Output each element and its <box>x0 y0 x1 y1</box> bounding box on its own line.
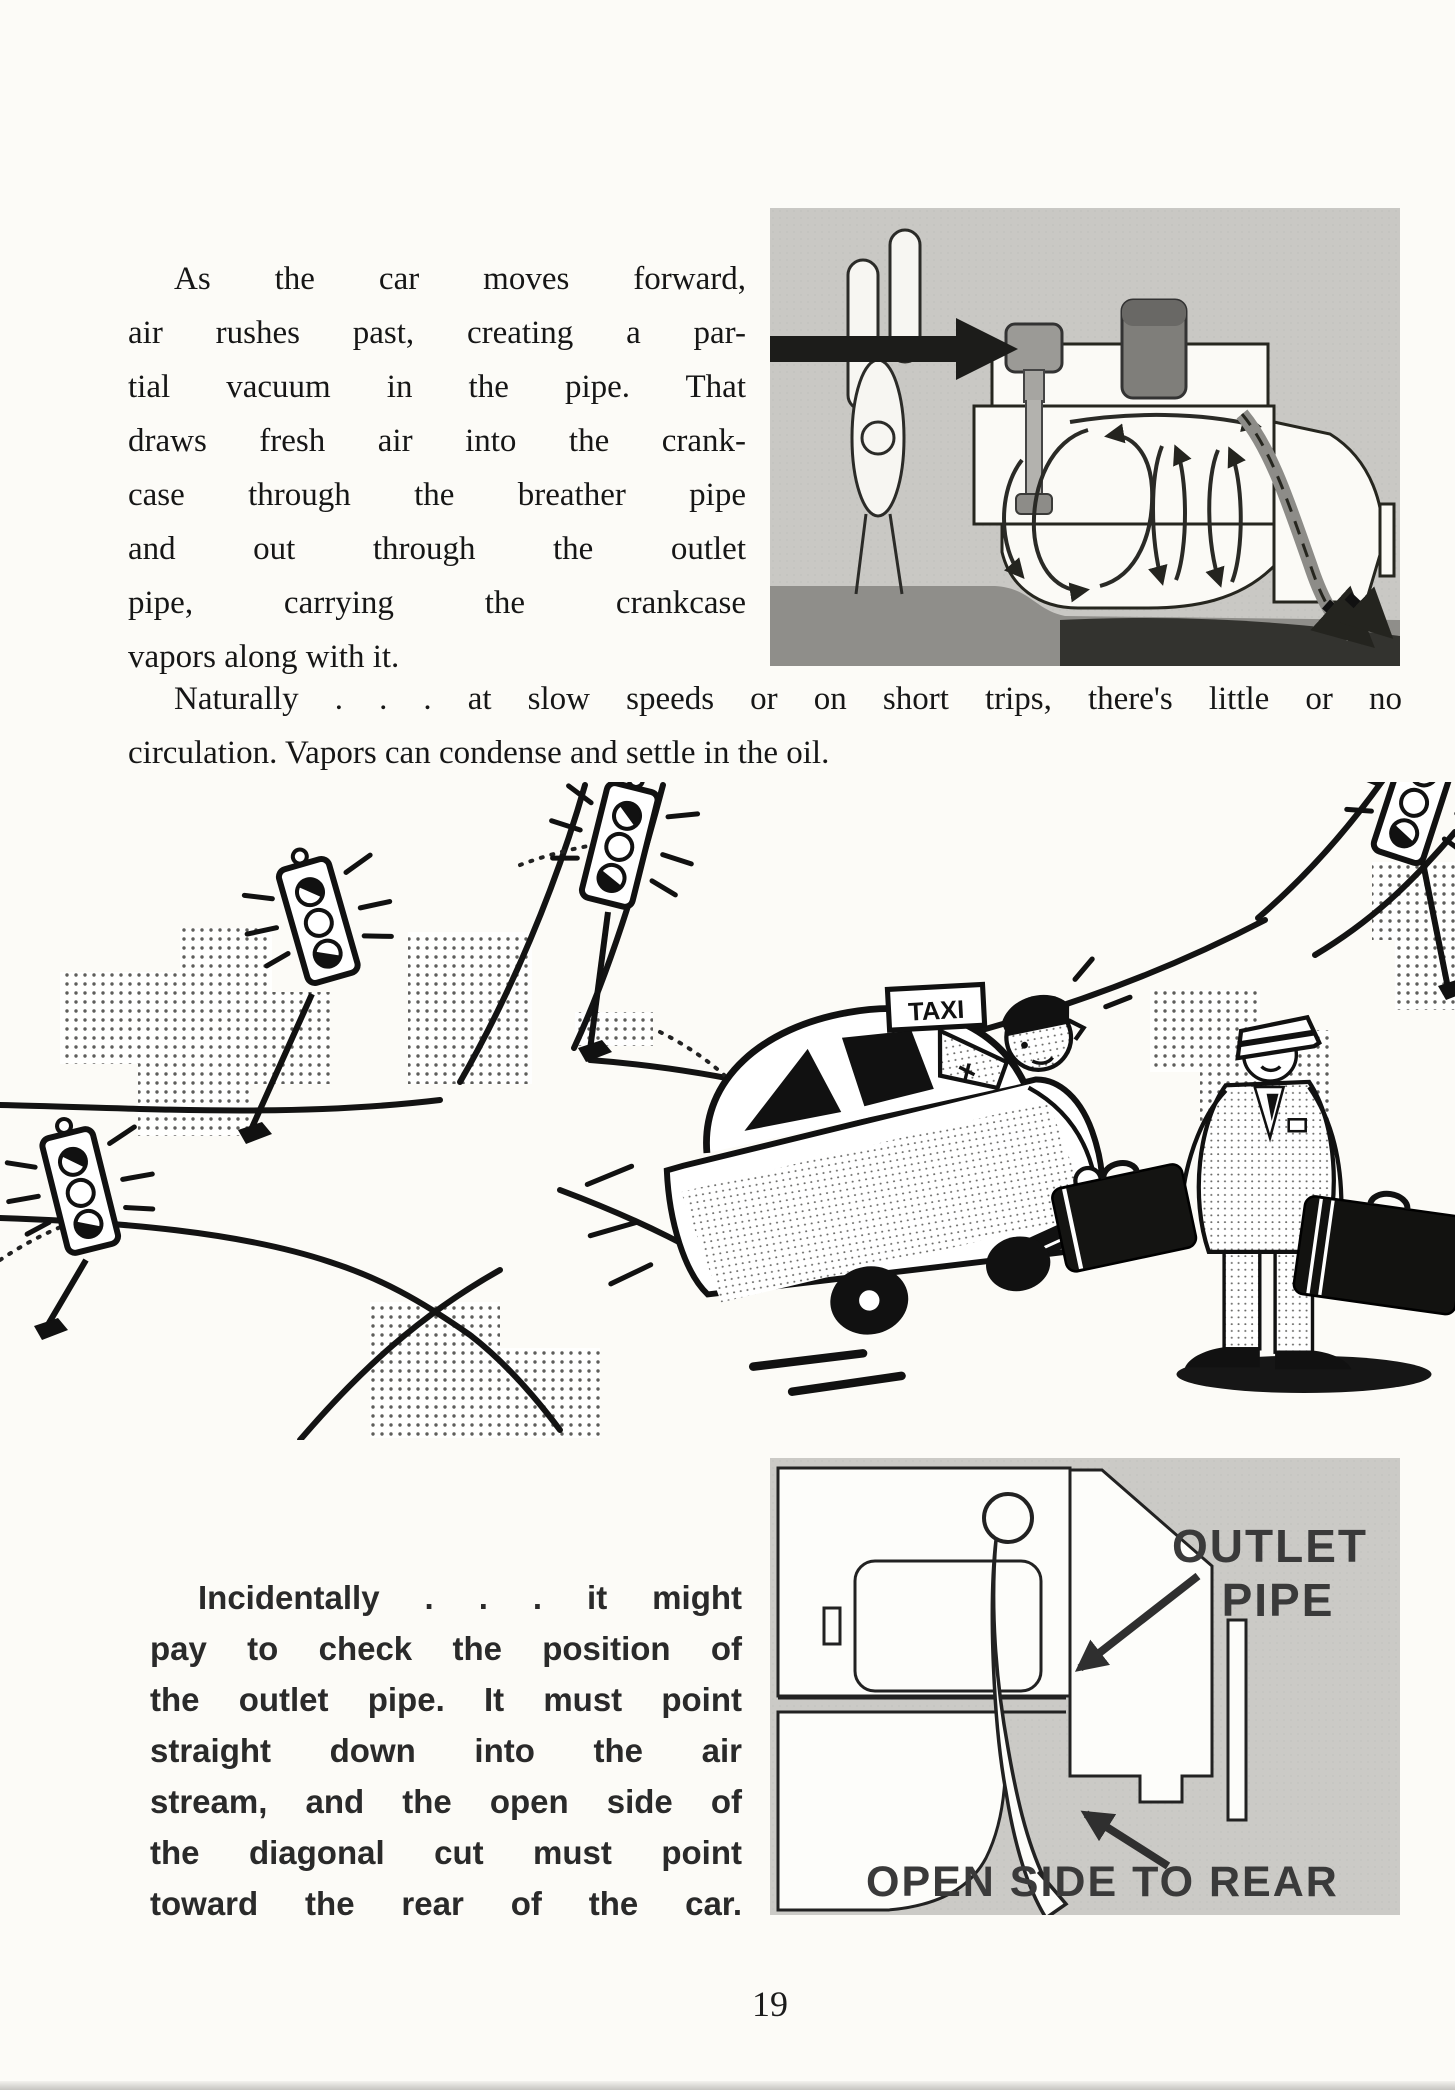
text-line: straight down into the air <box>150 1732 742 1769</box>
text-line: vapors along with it. <box>128 639 400 675</box>
intro-paragraph <box>128 252 746 684</box>
text-line: Incidentally . . . it might <box>198 1579 742 1616</box>
outlet-pipe-label-line1: OUTLET <box>1172 1520 1368 1572</box>
text-line: pipe, carrying the crankcase <box>128 585 746 621</box>
text-line: stream, and the open side of <box>150 1783 742 1820</box>
text-line: toward the rear of the car. <box>150 1885 742 1922</box>
outlet-pipe-diagram <box>770 1458 1400 1915</box>
page-number: 19 <box>752 1984 788 2024</box>
text-line: air rushes past, creating a par- <box>128 315 746 351</box>
outlet-pipe-figure <box>770 1458 1400 1915</box>
scan-edge <box>0 2081 1455 2090</box>
naturally-paragraph <box>128 672 1402 780</box>
engine-airflow-figure <box>770 208 1400 666</box>
text-line: the outlet pipe. It must point <box>150 1681 742 1718</box>
svg-text:TAXI: TAXI <box>907 995 966 1027</box>
text-line: As the car moves forward, <box>174 261 746 297</box>
oil-filler-cap <box>1122 300 1186 398</box>
text-line: the diagonal cut must point <box>150 1834 742 1871</box>
text-line: tial vacuum in the pipe. That <box>128 369 746 405</box>
text-line: draws fresh air into the crank- <box>128 423 746 459</box>
text-line: pay to check the position of <box>150 1630 742 1667</box>
suitcase <box>1293 1182 1455 1315</box>
text-line: and out through the outlet <box>128 531 746 567</box>
outlet-pipe-label-line2: PIPE <box>1221 1574 1335 1626</box>
engine-airflow-illustration <box>770 208 1400 666</box>
text-line: Naturally . . . at slow speeds or on short trips, there's little or no <box>174 681 1402 717</box>
open-side-label: OPEN SIDE TO REAR <box>866 1858 1339 1906</box>
text-line: circulation. Vapors can condense and settle in the oil. <box>128 735 830 771</box>
taxi-sign <box>887 984 984 1030</box>
taxi-street-cartoon <box>0 782 1455 1440</box>
traveler-illustration <box>1048 1017 1455 1393</box>
incidentally-paragraph <box>150 1572 742 1929</box>
text-line: case through the breather pipe <box>128 477 746 513</box>
taxi-driver <box>993 954 1139 1076</box>
